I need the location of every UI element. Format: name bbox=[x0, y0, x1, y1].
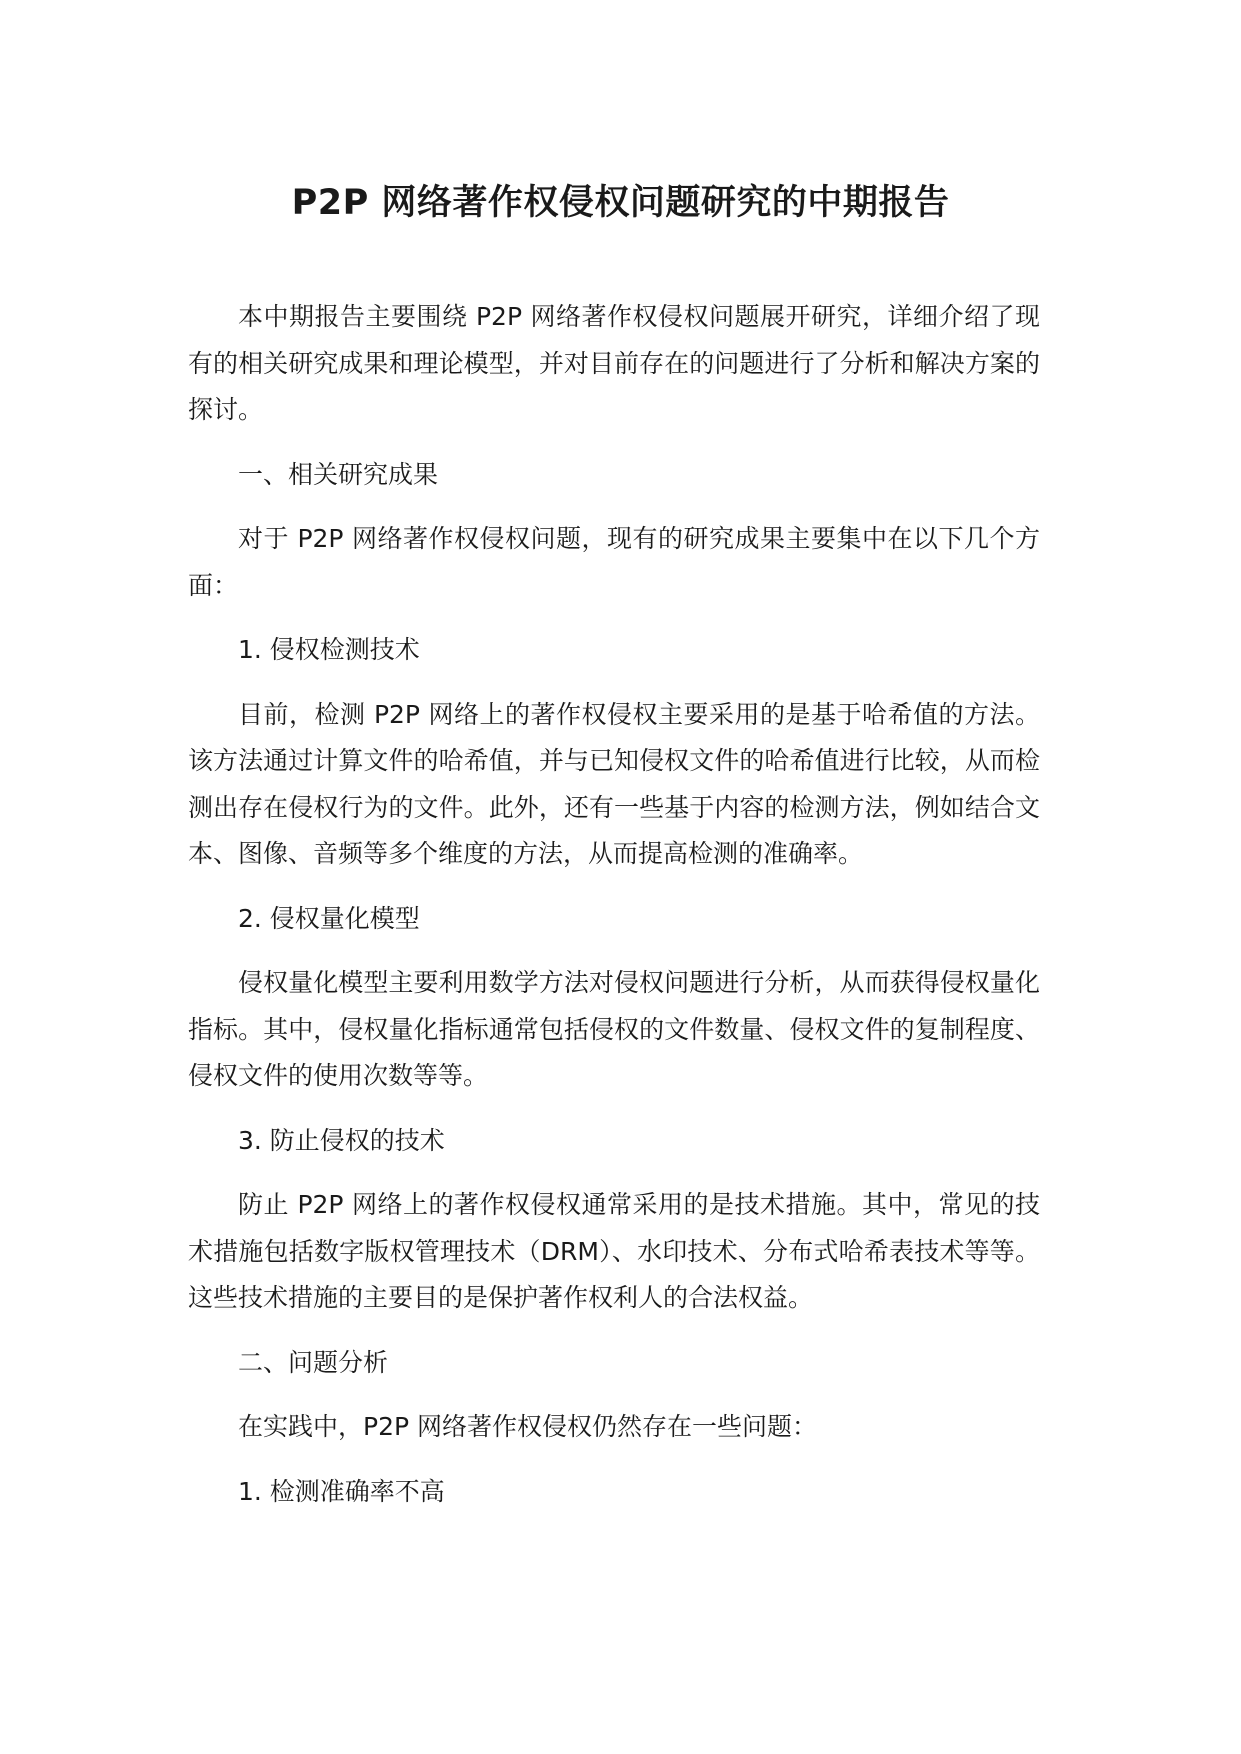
paragraph-research-overview: 对于 P2P 网络著作权侵权问题，现有的研究成果主要集中在以下几个方面： bbox=[188, 524, 1040, 600]
subheading-detection-technology: 1. 侵权检测技术 bbox=[238, 635, 420, 664]
document-body bbox=[188, 294, 1040, 1533]
subheading-prevention-technology: 3. 防止侵权的技术 bbox=[238, 1125, 445, 1155]
paragraph-intro: 本中期报告主要围绕 P2P 网络著作权侵权问题展开研究，详细介绍了现有的相关研究成果和理论模型，并对目前存在的问题进行了分析和解决方案的探讨。 bbox=[188, 302, 1040, 424]
section-heading-problem-analysis: 二、问题分析 bbox=[238, 1347, 389, 1377]
paragraph-prevention-technology: 防止 P2P 网络上的著作权侵权通常采用的是技术措施。其中，常见的技术措施包括数字版权管理技术（DRM）、水印技术、分布式哈希表技术等等。这些技术措施的主要目的是保护著作权利人的合法权益。 bbox=[188, 1190, 1040, 1312]
subheading-low-accuracy: 1. 检测准确率不高 bbox=[238, 1476, 445, 1506]
document-title: P2P 网络著作权侵权问题研究的中期报告 bbox=[291, 183, 950, 223]
paragraph-quantification-model: 侵权量化模型主要利用数学方法对侵权问题进行分析，从而获得侵权量化指标。其中，侵权量化指标通常包括侵权的文件数量、侵权文件的复制程度、侵权文件的使用次数等等。 bbox=[188, 968, 1040, 1090]
paragraph-problem-intro: 在实践中，P2P 网络著作权侵权仍然存在一些问题： bbox=[238, 1412, 818, 1441]
section-heading-related-research: 一、相关研究成果 bbox=[238, 459, 439, 489]
paragraph-detection-technology: 目前，检测 P2P 网络上的著作权侵权主要采用的是基于哈希值的方法。该方法通过计算文件的哈希值，并与已知侵权文件的哈希值进行比较，从而检测出存在侵权行为的文件。此外，还有一些基于内容的检测方法，例如结合文本、图像、音频等多个维度的方法，从而提高检测的准确率。 bbox=[188, 699, 1040, 868]
subheading-quantification-model: 2. 侵权量化模型 bbox=[238, 903, 420, 933]
